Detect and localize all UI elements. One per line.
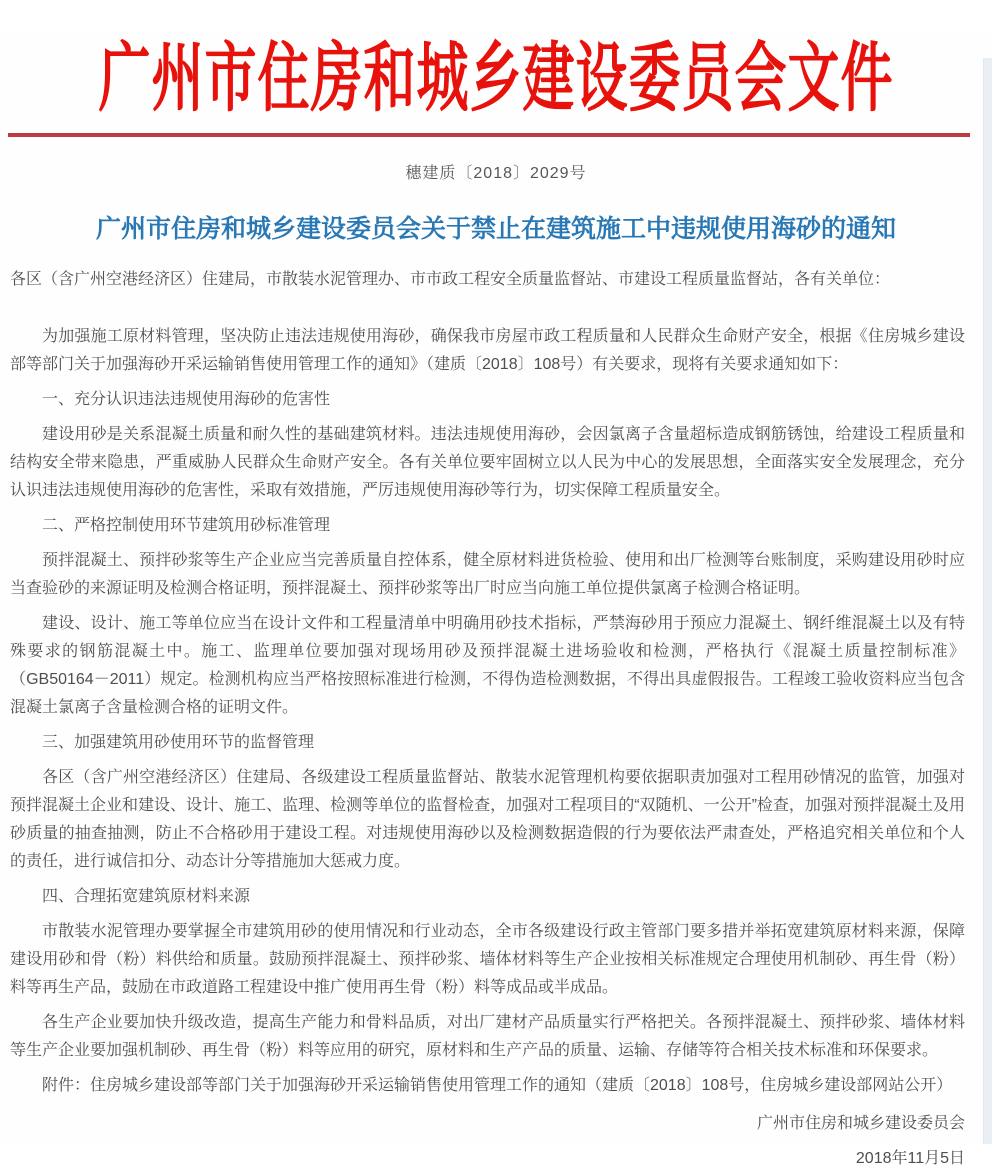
document-title: 广州市住房和城乡建设委员会关于禁止在建筑施工中违规使用海砂的通知	[95, 215, 896, 243]
document-body	[0, 266, 992, 1173]
section-heading-3: 三、加强建筑用砂使用环节的监督管理	[42, 734, 315, 751]
document-page	[0, 30, 992, 1167]
addressee-line: 各区（含广州空港经济区）住建局，市散装水泥管理办、市市政工程安全质量监督站、市建设工程质量监督站，各有关单位：	[10, 271, 891, 288]
red-divider-line	[8, 133, 970, 137]
document-number: 穗建质〔2018〕2029号	[405, 165, 587, 182]
issuing-org-title: 广州市住房和城乡建设委员会文件	[98, 38, 894, 122]
paragraph-intro: 为加强施工原材料管理，坚决防止违法违规使用海砂，确保我市房屋市政工程质量和人民群众生命财产安全，根据《住房城乡建设部等部门关于加强海砂开采运输销售使用管理工作的通知》（建质〔2018〕108号）有关要求，现将有关要求通知如下：	[10, 328, 965, 373]
paragraph-section-2a: 预拌混凝土、预拌砂浆等生产企业应当完善质量自控体系，健全原材料进货检验、使用和出厂检测等台账制度，采购建设用砂时应当查验砂的来源证明及检测合格证明，预拌混凝土、预拌砂浆等出厂时应当向施工单位提供氯离子检测合格证明。	[10, 552, 965, 597]
attachment-line: 附件：住房城乡建设部等部门关于加强海砂开采运输销售使用管理工作的通知（建质〔2018〕108号，住房城乡建设部网站公开）	[42, 1077, 953, 1094]
paragraph-section-3: 各区（含广州空港经济区）住建局、各级建设工程质量监督站、散装水泥管理机构要依据职责加强对工程用砂情况的监管，加强对预拌混凝土企业和建设、设计、施工、监理、检测等单位的监督检查，加强对工程项目的“双随机、一公开”检查，加强对预拌混凝土及用砂质量的抽查抽测，防止不合格砂用于建设工程。对违规使用海砂以及检测数据造假的行为要依法严肃查处，严格追究相关单位和个人的责任，进行诚信扣分、动态计分等措施加大惩戒力度。	[10, 769, 965, 870]
section-heading-4: 四、合理拓宽建筑原材料来源	[42, 888, 251, 905]
paragraph-section-2b: 建设、设计、施工等单位应当在设计文件和工程量清单中明确用砂技术指标，严禁海砂用于预应力混凝土、钢纤维混凝土以及有特殊要求的钢筋混凝土中。施工、监理单位要加强对现场用砂及预拌混凝土进场验收和检测，严格执行《混凝土质量控制标准》（GB50164－2011）规定。检测机构应当严格按照标准进行检测，不得伪造检测数据，不得出具虚假报告。工程竣工验收资料应当包含混凝土氯离子含量检测合格的证明文件。	[10, 615, 965, 716]
paragraph-section-4a: 市散装水泥管理办要掌握全市建筑用砂的使用情况和行业动态，全市各级建设行政主管部门要多措并举拓宽建筑原材料来源，保障建设用砂和骨（粉）料供给和质量。鼓励预拌混凝土、预拌砂浆、墙体材料等生产企业按相关标准规定合理使用机制砂、再生骨（粉）料等再生产品，鼓励在市政道路工程建设中推广使用再生骨（粉）料等成品或半成品。	[10, 923, 965, 996]
signature-date: 2018年11月5日	[855, 1150, 965, 1167]
paragraph-section-1: 建设用砂是关系混凝土质量和耐久性的基础建筑材料。违法违规使用海砂，会因氯离子含量超标造成钢筋锈蚀，给建设工程质量和结构安全带来隐患，严重威胁人民群众生命财产安全。各有关单位要牢固树立以人民为中心的发展思想，全面落实安全发展理念，充分认识违法违规使用海砂的危害性，采取有效措施，严厉违规使用海砂等行为，切实保障工程质量安全。	[10, 426, 965, 499]
red-header	[0, 30, 992, 122]
signature-organization: 广州市住房和城乡建设委员会	[756, 1115, 965, 1132]
page-right-edge-shade	[983, 58, 992, 1144]
section-heading-1: 一、充分认识违法违规使用海砂的危害性	[42, 391, 331, 408]
paragraph-section-4b: 各生产企业要加快升级改造，提高生产能力和骨料品质，对出厂建材产品质量实行严格把关。各预拌混凝土、预拌砂浆、墙体材料等生产企业要加强机制砂、再生骨（粉）料等应用的研究，原材料和生产产品的质量、运输、存储等符合相关技术标准和环保要求。	[10, 1014, 965, 1059]
section-heading-2: 二、严格控制使用环节建筑用砂标准管理	[42, 517, 331, 534]
